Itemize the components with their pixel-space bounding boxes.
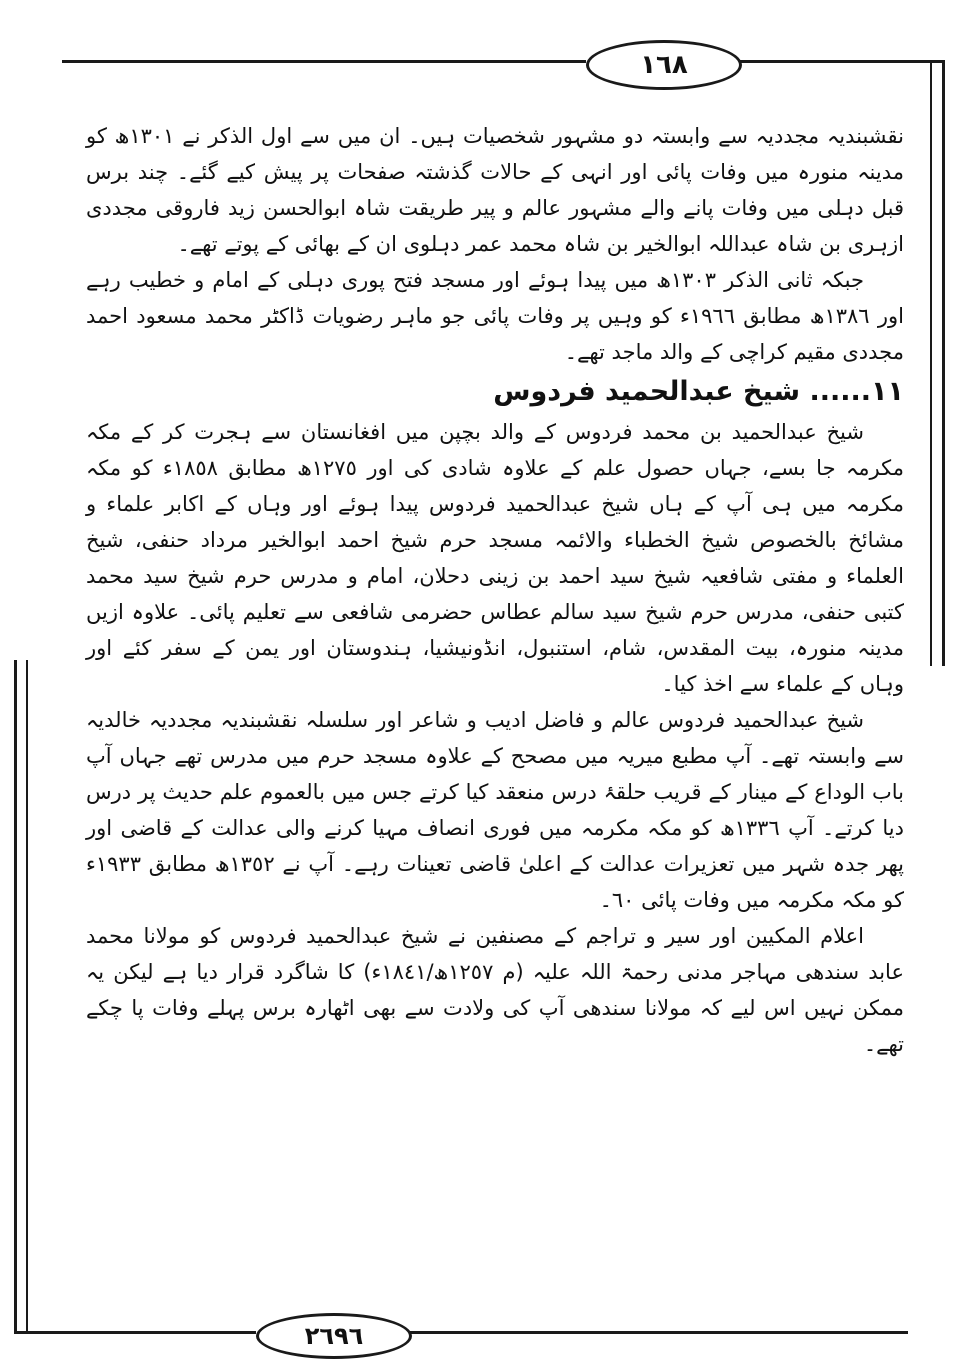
right-border-line-outer [942, 60, 945, 666]
document-body [86, 118, 904, 1062]
right-border-line-inner [930, 60, 932, 666]
top-border-line-right [736, 60, 942, 63]
top-page-number: ١٦٨ [586, 40, 742, 90]
section-heading: ١١...... شیخ عبدالحمید فردوس [493, 376, 904, 407]
paragraph-3: شیخ عبدالحمید بن محمد فردوس کے والد بچپن میں افغانستان سے ہجرت کر کے مکہ مکرمہ جا بسے، جہاں حصول علم کے علاوہ شادی کی اور ١٢٧٥ھ مطابق ١٨٥٨ء کو مکہ مکرمہ میں ہی آپ کے ہاں شیخ عبدالحمید فردوس پیدا ہوئے اور وہاں کے اکابر علماء و مشائخ بالخصوص شیخ الخطباء والائمہ مسجد حرم شیخ احمد ابوالخیر مرداد حنفی، شیخ العلماء و مفتی شافعیہ شیخ سید احمد بن زینی دحلان، امام و مدرس حرم شیخ سید محمد کتبی حنفی، مدرس حرم شیخ سید سالم عطاس حضرمی شافعی سے تعلیم پائی۔ علاوہ ازیں مدینہ منورہ، بیت المقدس، شام، استنبول، انڈونیشیا، ہندوستان اور یمن کے سفر کئے اور وہاں کے علماء سے اخذ کیا۔ [86, 420, 904, 696]
left-border-line-inner [26, 660, 28, 1332]
paragraph-4: شیخ عبدالحمید فردوس عالم و فاضل ادیب و شاعر اور سلسلہ نقشبندیہ مجددیہ خالدیہ سے وابستہ تھے۔ آپ مطبع میریہ میں مصحح کے علاوہ مسجد حرم میں مدرس تھے جہاں آپ باب الوداع کے مینار کے قریب حلقۂ درس منعقد کیا کرتے جس میں بالعموم علم حدیث پر درس دیا کرتے۔ آپ ١٣٣٦ھ کو مکہ مکرمہ میں فوری انصاف مہیا کرنے والی عدالت کے قاضی اور پھر جدہ شہر میں تعزیرات عدالت کے اعلیٰ قاضی تعینات رہے۔ آپ نے ١٣٥٢ھ مطابق ١٩٣٣ء کو مکہ مکرمہ میں وفات پائی ٦٠۔ [86, 708, 904, 912]
bottom-border-line-left [14, 1331, 256, 1334]
top-border-line [62, 60, 586, 63]
paragraph-5: اعلام المکیین اور سیر و تراجم کے مصنفین نے شیخ عبدالحمید فردوس کو مولانا محمد عابد سندھی مہاجر مدنی رحمۃ اللہ علیہ (م ١٢٥٧ھ/١٨٤١ء) کا شاگرد قرار دیا ہے لیکن یہ ممکن نہیں اس لیے کہ مولانا سندھی آپ کی ولادت سے بھی اٹھارہ برس پہلے وفات پا چکے تھے۔ [86, 924, 904, 1056]
paragraph-2: جبکہ ثانی الذکر ١٣٠٣ھ میں پیدا ہوئے اور مسجد فتح پوری دہلی کے امام و خطیب رہے اور ١٣٨٦ھ مطابق ١٩٦٦ء کو وہیں پر وفات پائی جو ماہر رضویات ڈاکٹر محمد مسعود احمد مجددی مقیم کراچی کے والد ماجد تھے۔ [86, 268, 904, 364]
bottom-border-line-right [406, 1331, 908, 1334]
paragraph-1: نقشبندیہ مجددیہ سے وابستہ دو مشہور شخصیات ہیں۔ ان میں سے اول الذکر نے ١٣٠١ھ کو مدینہ منورہ میں وفات پائی اور انہی کے حالات گذشتہ صفحات پر پیش کیے گئے۔ چند برس قبل دہلی میں وفات پانے والے مشہور عالم و پیر طریقت شاہ ابوالحسن زید فاروقی مجددی ازہری بن شاہ عبداللہ ابوالخیر بن شاہ محمد عمر دہلوی ان کے بھائی کے پوتے تھے۔ [86, 124, 905, 256]
bottom-page-number: ٢٦٩٦ [256, 1313, 412, 1359]
left-border-line-outer [14, 660, 17, 1332]
